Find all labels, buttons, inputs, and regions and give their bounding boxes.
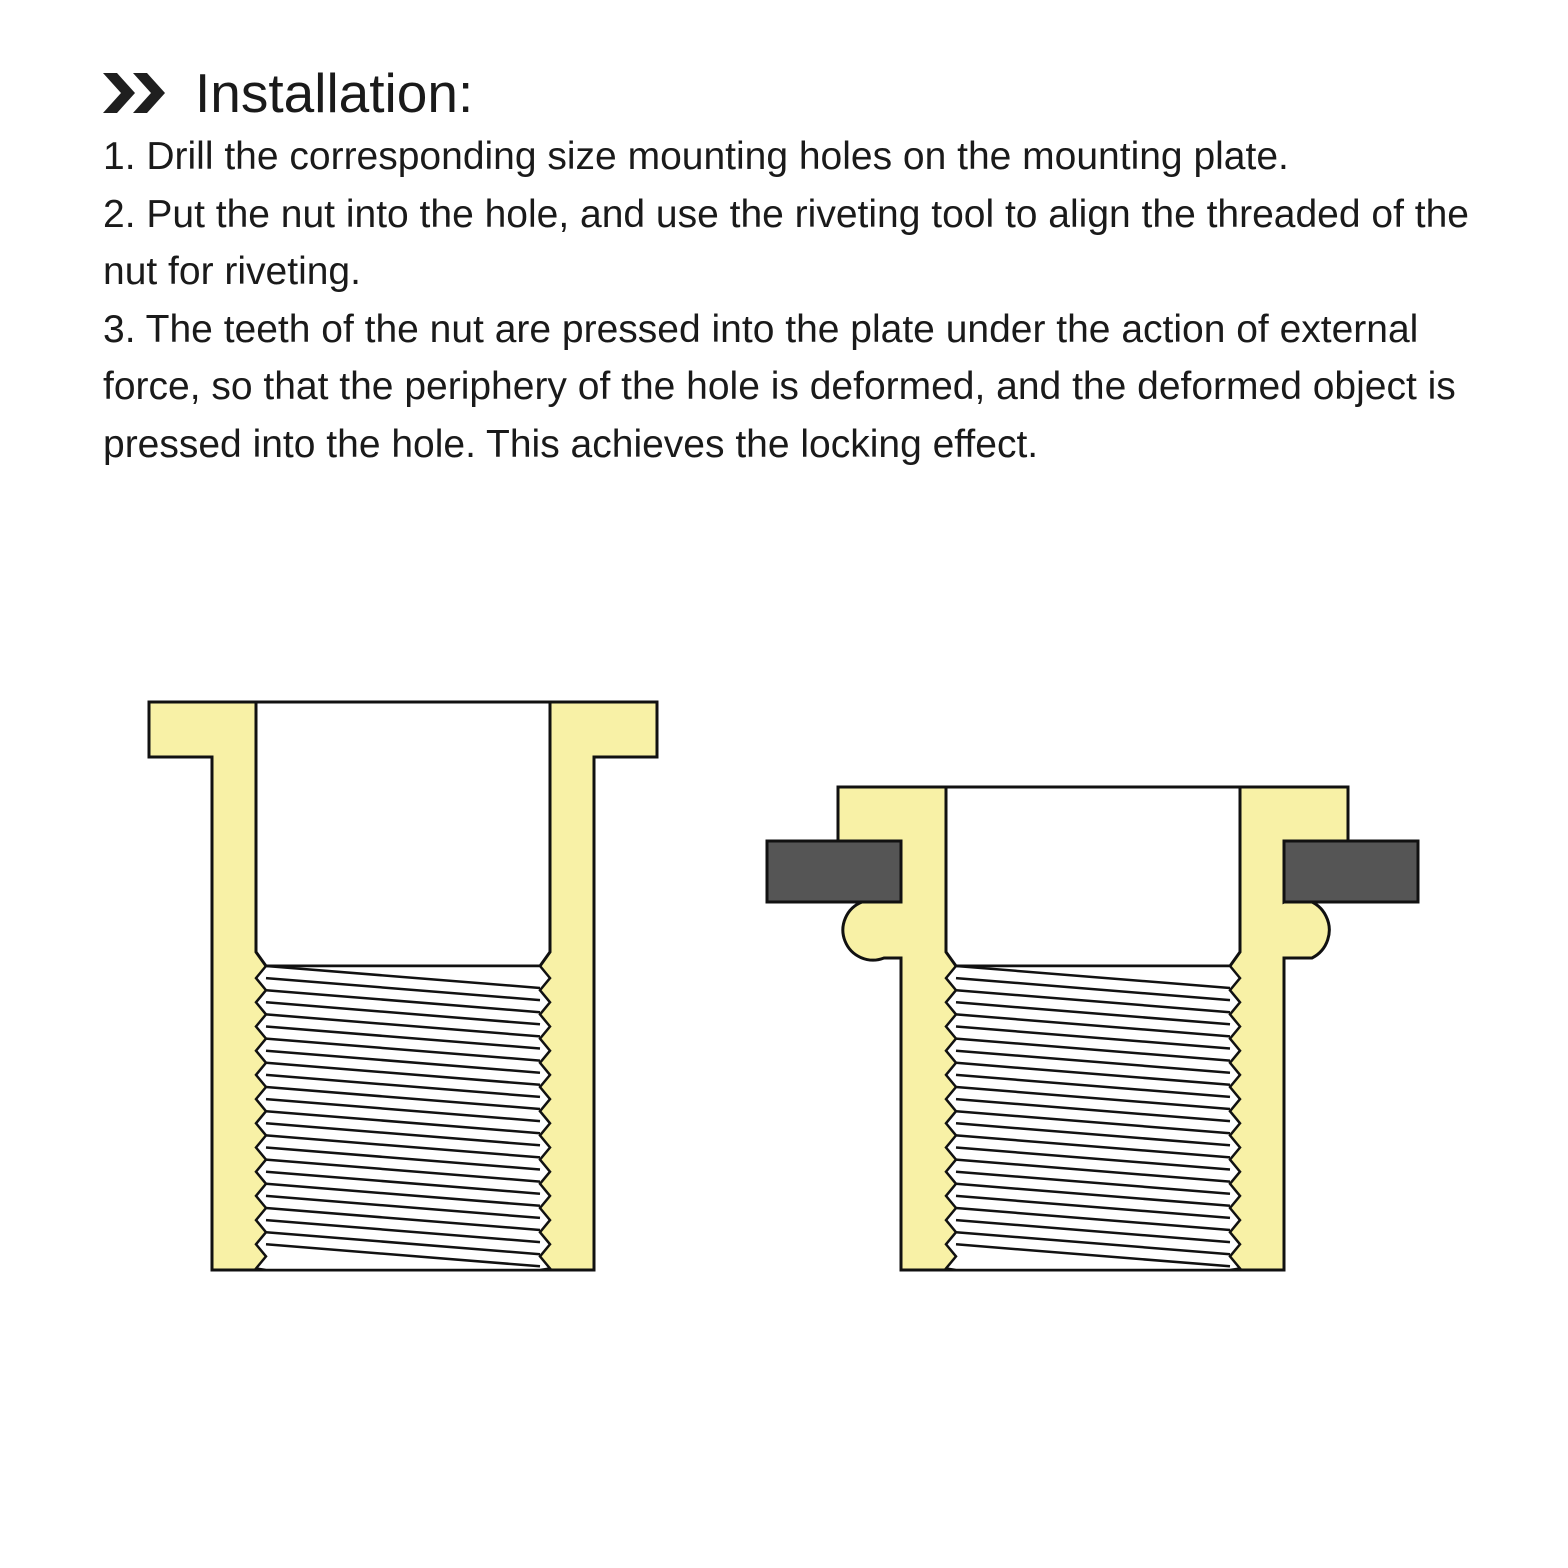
step-2: 2. Put the nut into the hole, and use the riveting tool to align the threaded of the nut for riveting. [103,192,1469,294]
threaded-bore-right [946,966,1240,1270]
rivet-nut-after [767,787,1418,1270]
threaded-bore-left [256,966,550,1270]
rivet-nut-before [149,702,657,1270]
nut-bore-upper-left [256,702,550,966]
mounting-plate-left [767,841,901,902]
step-1: 1. Drill the corresponding size mounting holes on the mounting plate. [103,135,1289,178]
step-3: 3. The teeth of the nut are pressed into the plate under the action of external force, so that the periphery of the hole is deformed, and the deformed object is pressed into the hole. This achieves the locking effect. [103,307,1456,466]
mounting-plate-right [1284,841,1418,902]
nut-bore-upper-right [946,787,1240,966]
page-title: Installation: [195,62,474,124]
